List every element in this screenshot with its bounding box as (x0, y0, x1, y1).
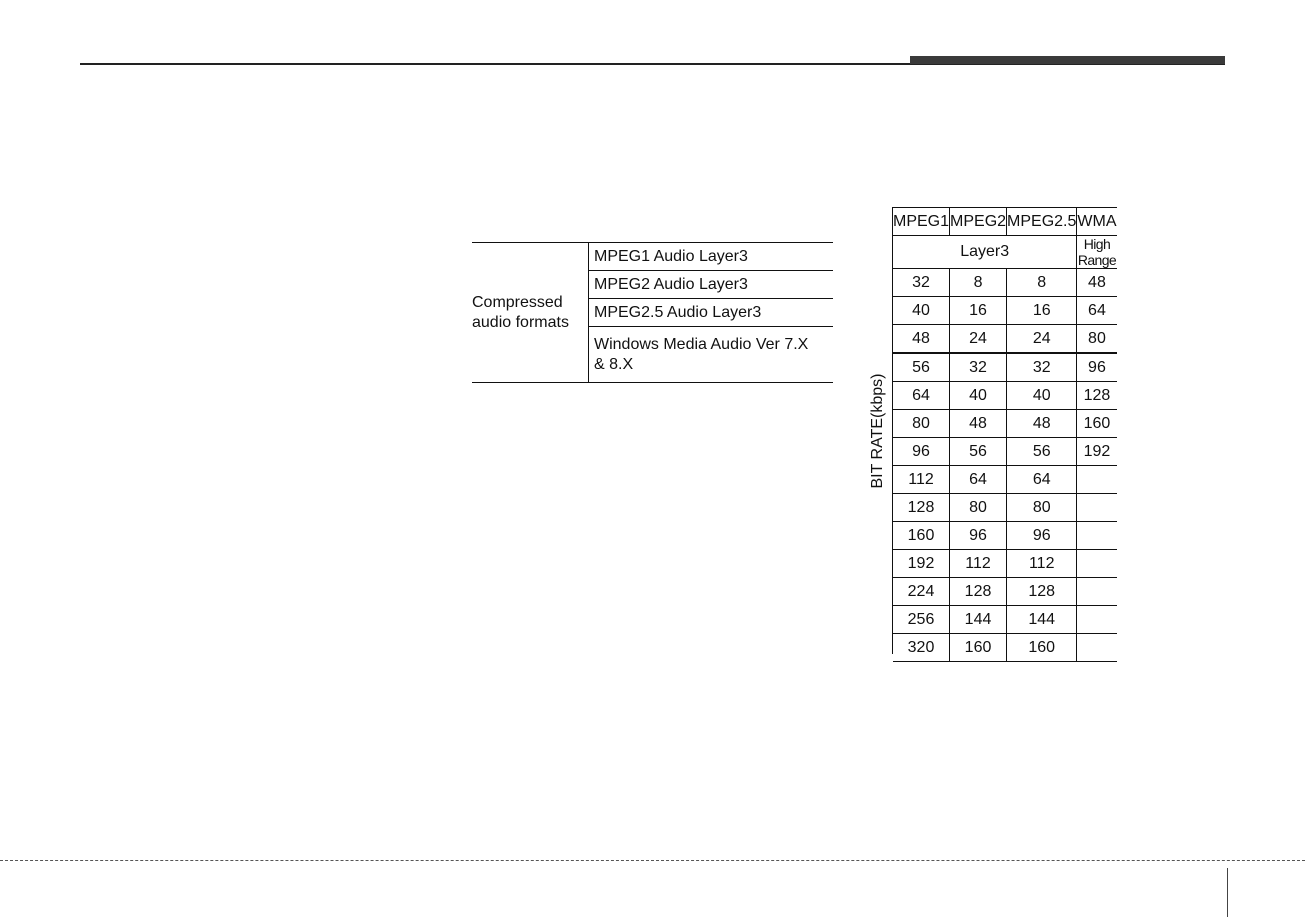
table-cell: 40 (950, 382, 1007, 410)
header-tab-bar (910, 56, 1225, 64)
audio-format-table (472, 242, 833, 383)
table-cell: 56 (950, 438, 1007, 466)
table-cell (1077, 634, 1117, 662)
table-row (893, 269, 1117, 297)
format-item: MPEG2.5 Audio Layer3 (594, 303, 762, 321)
table-cell: 80 (950, 494, 1007, 522)
bitrate-axis (864, 207, 893, 654)
table-cell: 64 (1007, 466, 1077, 494)
column-header: MPEG2 (950, 208, 1007, 236)
table-row (893, 382, 1117, 410)
bitrate-table (893, 207, 1117, 662)
table-row (893, 550, 1117, 578)
table-cell: 96 (1077, 353, 1117, 382)
table-cell: 16 (1007, 297, 1077, 325)
table-cell: 160 (950, 634, 1007, 662)
table-cell: 32 (950, 353, 1007, 382)
table-cell: 128 (950, 578, 1007, 606)
table-cell: 224 (893, 578, 950, 606)
column-header: WMA (1077, 208, 1117, 236)
bitrate-subheader-row (893, 236, 1117, 269)
table-cell: 48 (1007, 410, 1077, 438)
wma-subheader: High Range (1077, 236, 1117, 268)
table-cell: 128 (893, 494, 950, 522)
table-cell: 112 (950, 550, 1007, 578)
table-cell: 8 (1007, 269, 1077, 297)
table-cell: 112 (1007, 550, 1077, 578)
format-item: MPEG1 Audio Layer3 (594, 247, 748, 265)
table-cell: 80 (893, 410, 950, 438)
table-cell: 256 (893, 606, 950, 634)
table-cell: 160 (893, 522, 950, 550)
table-cell: 24 (950, 325, 1007, 354)
table-row (893, 494, 1117, 522)
table-cell: 96 (893, 438, 950, 466)
column-header: MPEG1 (893, 208, 950, 236)
table-row (893, 325, 1117, 354)
table-row (893, 466, 1117, 494)
table-cell: 32 (1007, 353, 1077, 382)
footer-rule (0, 860, 1305, 861)
table-cell (1077, 606, 1117, 634)
table-cell: 144 (950, 606, 1007, 634)
column-header: MPEG2.5 (1007, 208, 1077, 236)
table-cell: 192 (1077, 438, 1117, 466)
table-row (893, 297, 1117, 325)
format-row (472, 243, 833, 271)
table-row (893, 410, 1117, 438)
table-cell (1077, 550, 1117, 578)
table-cell: 16 (950, 297, 1007, 325)
table-cell: 24 (1007, 325, 1077, 354)
table-cell: 56 (1007, 438, 1077, 466)
table-cell: 56 (893, 353, 950, 382)
table-cell: 80 (1007, 494, 1077, 522)
table-cell (1077, 466, 1117, 494)
table-cell: 128 (1007, 578, 1077, 606)
table-row (893, 522, 1117, 550)
table-cell: 40 (1007, 382, 1077, 410)
table-cell (1077, 494, 1117, 522)
table-row (893, 353, 1117, 382)
table-row (893, 606, 1117, 634)
table-cell: 64 (950, 466, 1007, 494)
bitrate-axis-label: BIT RATE(kbps) (869, 373, 886, 489)
table-cell: 48 (893, 325, 950, 354)
table-cell: 80 (1077, 325, 1117, 354)
format-item: Windows Media Audio Ver 7.X & 8.X (594, 335, 809, 373)
table-row (893, 578, 1117, 606)
table-cell: 112 (893, 466, 950, 494)
table-row (893, 634, 1117, 662)
table-cell (1077, 578, 1117, 606)
table-cell: 96 (950, 522, 1007, 550)
table-cell: 48 (950, 410, 1007, 438)
table-cell: 8 (950, 269, 1007, 297)
footer-tick (1227, 868, 1228, 917)
table-cell: 40 (893, 297, 950, 325)
table-cell: 32 (893, 269, 950, 297)
table-cell: 144 (1007, 606, 1077, 634)
format-item: MPEG2 Audio Layer3 (594, 275, 748, 293)
layer-subheader: Layer3 (893, 236, 1077, 269)
format-category-label: Compressed audio formats (472, 243, 589, 383)
table-cell: 160 (1007, 634, 1077, 662)
table-cell: 192 (893, 550, 950, 578)
bitrate-header-row (893, 208, 1117, 236)
table-cell (1077, 522, 1117, 550)
table-cell: 96 (1007, 522, 1077, 550)
table-cell: 64 (893, 382, 950, 410)
bitrate-rows (893, 269, 1117, 662)
table-cell: 320 (893, 634, 950, 662)
table-cell: 128 (1077, 382, 1117, 410)
table-cell: 160 (1077, 410, 1117, 438)
table-cell: 64 (1077, 297, 1117, 325)
table-cell: 48 (1077, 269, 1117, 297)
table-row (893, 438, 1117, 466)
